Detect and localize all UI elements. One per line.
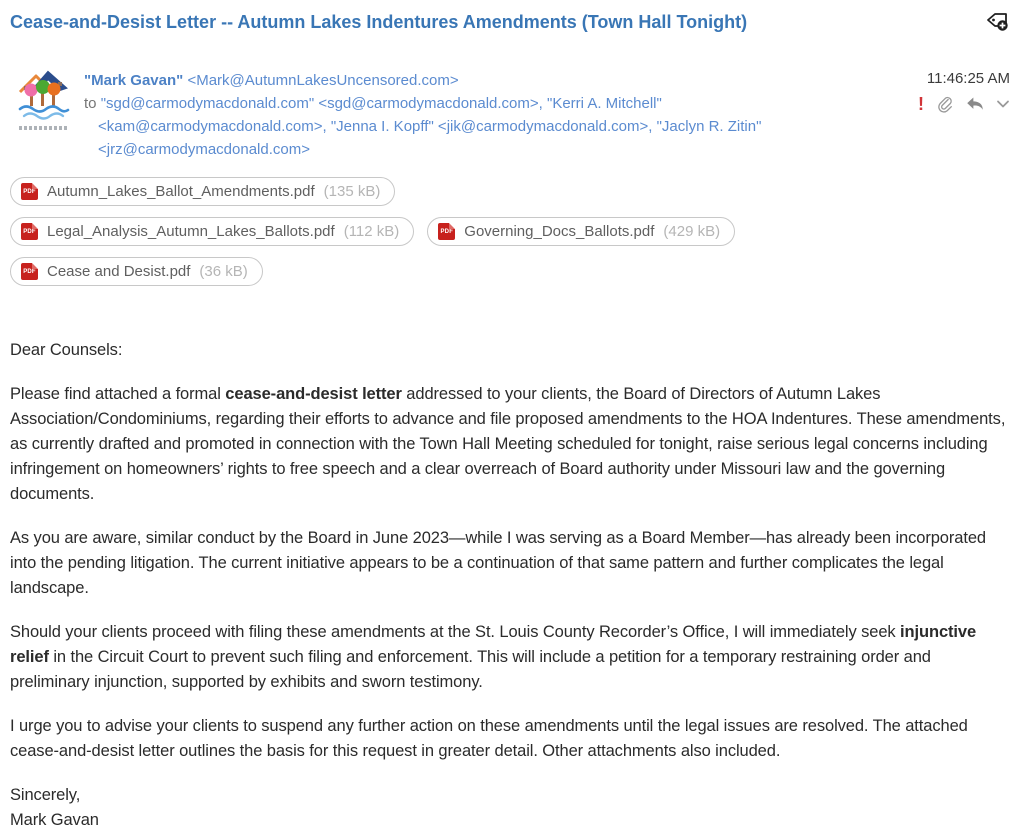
paragraph-4: I urge you to advise your clients to suspend any further action on these amendments until the legal issues are resolved. The attached cease-and-desist letter outlines the basis for this request in greater detail. Other attachments also included. [10,717,968,760]
paragraph-3-text: Should your clients proceed with filing these amendments at the St. Louis County Recorder’s Office, I will immediately seek [10,623,901,641]
address-block [84,66,890,161]
high-importance-icon: ! [918,94,924,114]
attachment-size: (135 kB) [323,183,381,200]
paragraph-3-text: in the Circuit Court to prevent such filing and enforcement. This will include a petition for a temporary restraining order and preliminary injunction, supported by exhibits and sworn testimony. [10,648,931,691]
email-subject: Cease-and-Desist Letter -- Autumn Lakes Indentures Amendments (Town Hall Tonight) [10,12,748,32]
paragraph-1-text: addressed to your clients, the Board of Directors of Autumn Lakes Association/Condominiums, regarding their efforts to advance and file proposed amendments to the HOA Indentures. These amendments, as currently drafted and promoted in connection with the Town Hall Meeting scheduled for tonight, raise serious legal concerns including infringement on homeowners’ rights to free speech and a clear overreach of Board authority under Missouri law and the governing documents. [10,385,1006,503]
sender-logo-icon [14,66,72,124]
attachment-size: (429 kB) [663,223,721,240]
sender-line [84,69,890,92]
closing: Sincerely, [10,786,81,804]
attachment-filename: Autumn_Lakes_Ballot_Amendments.pdf [47,183,315,200]
pdf-badge-text: PDF [23,228,36,235]
paragraph-1-text: Please find attached a formal [10,385,226,403]
pdf-badge-text: PDF [440,228,454,235]
reply-icon[interactable] [966,95,984,113]
sender-name-link[interactable]: "Mark Gavan" [84,72,184,89]
attachments-bar [10,177,1010,286]
email-body [10,338,1010,833]
recipients-links-3[interactable]: <jrz@carmodymacdonald.com> [98,141,310,158]
attachment-size: (36 kB) [199,263,248,280]
recipients-line-1 [84,92,890,115]
attachment-filename: Governing_Docs_Ballots.pdf [464,223,655,240]
add-tag-icon[interactable] [984,10,1010,36]
pdf-file-icon [438,223,455,240]
paragraph-3-bold: injunctive relief [10,623,977,666]
salutation: Dear Counsels: [10,341,123,359]
signature-block [10,783,1006,833]
paragraph-2: As you are aware, similar conduct by the Board in June 2023—while I was serving as a Board Member—has already been incorporated into the pending litigation. The current initiative appears to be a continuation of that same pattern and further complicates the legal landscape. [10,529,986,597]
recipients-line-3 [84,138,890,161]
pdf-file-icon [21,223,38,240]
attachment-filename: Cease and Desist.pdf [47,263,191,280]
recipients-links-2[interactable]: <kam@carmodymacdonald.com>, "Jenna I. Kopff" <jik@carmodymacdonald.com>, "Jaclyn R. Zitin" [98,118,762,135]
paperclip-icon [936,95,954,113]
recipients-line-2 [84,115,890,138]
message-action-icons [890,95,1010,113]
signature-name: Mark Gavan [10,811,99,829]
recipients-links-1[interactable]: "sgd@carmodymacdonald.com" <sgd@carmodymacdonald.com>, "Kerri A. Mitchell" [100,95,662,112]
received-time: 11:46:25 AM [926,70,1010,87]
pdf-badge-text: PDF [23,268,36,275]
chevron-down-icon[interactable] [996,97,1010,111]
pdf-file-icon [21,263,38,280]
meta-block [890,66,1010,161]
attachment-pill[interactable] [10,177,395,206]
paragraph-3 [10,620,1006,695]
attachment-pill[interactable] [10,257,263,286]
attachment-size: (112 kB) [343,223,400,240]
to-label: to [84,95,97,112]
paragraph-1 [10,382,1006,507]
attachment-filename: Legal_Analysis_Autumn_Lakes_Ballots.pdf [47,223,335,240]
email-header [10,66,1010,161]
subject-row [10,8,1010,36]
attachment-pill[interactable] [10,217,414,246]
sender-avatar[interactable] [10,66,84,161]
pdf-badge-text: PDF [23,188,36,195]
pdf-file-icon [21,183,38,200]
sender-email-link[interactable]: <Mark@AutumnLakesUncensored.com> [187,72,459,89]
avatar-caption-text [19,126,67,130]
attachment-pill[interactable] [427,217,735,246]
paragraph-1-bold: cease-and-desist letter [225,385,402,403]
